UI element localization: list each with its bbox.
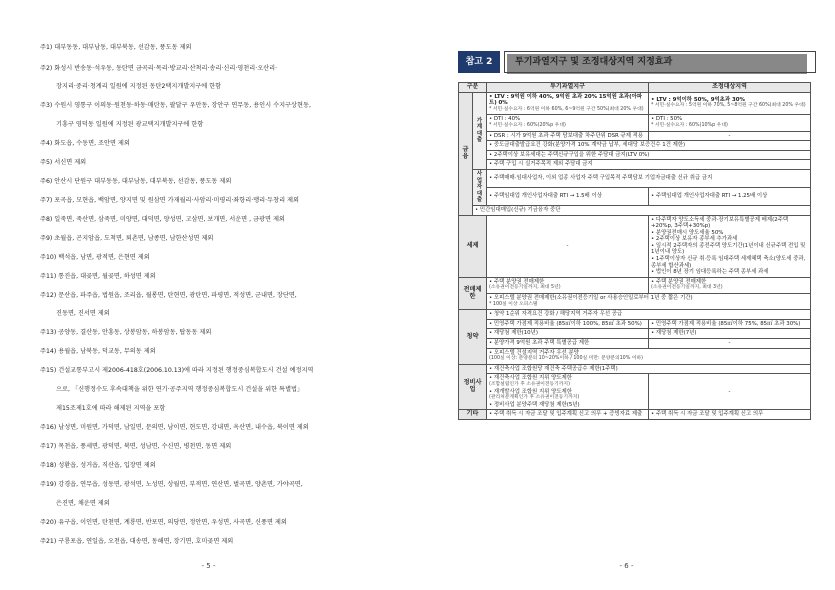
footnote: 장지리·중리·청계리 일원에 지정된 동탄2택지개발지구에 한함 xyxy=(56,83,222,90)
table-cell: • 주택 취득 시 자금 조달 및 입주계획 신고 의무 + 증빙자료 제출 xyxy=(487,410,649,420)
table-row xyxy=(459,348,811,364)
category-tax: 세제 xyxy=(459,215,487,277)
footnote: 주5) 서신면 제외 xyxy=(40,159,87,166)
footnote: 주10) 백석읍, 남면, 광적면, 은현면 제외 xyxy=(40,254,150,261)
table-row xyxy=(459,329,811,339)
category-etc: 기타 xyxy=(459,410,487,420)
table-row xyxy=(459,131,811,141)
table-row xyxy=(459,310,811,320)
section-header xyxy=(458,51,808,73)
footnote: 주11) 통진읍, 대곶면, 월곶면, 하성면 제외 xyxy=(40,273,156,280)
resale-note: (소유권이전등기일까지, 최대 5년) xyxy=(489,285,561,291)
footnote: 주13) 공양동, 결산동, 안흥동, 상봉암동, 하봉암동, 탑동동 제외 xyxy=(40,329,212,336)
table-header-row xyxy=(459,83,811,93)
table-row xyxy=(459,410,811,420)
footnote: 주8) 일죽면, 죽산면, 삼죽면, 미양면, 대덕면, 양성면, 고삼면, 보개면, 서운면 , 금광면 제외 xyxy=(40,216,285,223)
tax-item: • 일시적 2주택자의 종전주택 양도기간(1년이내 신규주택 전입 및 1년이내 양도) xyxy=(651,242,806,256)
table-row xyxy=(459,294,811,310)
footnote: 은진면, 채운면 제외 xyxy=(56,500,110,507)
ltv-text: • LTV : 9억이하 50%, 9억초과 30% xyxy=(651,96,745,103)
table-cell: • 주택 구입 시 실거주목적 제외 주담대 금지 xyxy=(487,160,811,170)
table-cell xyxy=(487,374,649,410)
ltv-note: * 서민·실수요자 : 6억원 이하 60%, 6~9억원 구간 50%(최대 20% 우대) xyxy=(489,106,644,112)
footnote: 주17) 목천읍, 풍세면, 광덕면, 북면, 성남면, 수신면, 병천면, 동면 제외 xyxy=(40,443,232,450)
header-speculation-zone: 투기과열지구 xyxy=(487,83,649,93)
table-cell: • 중도금대출발급요건 강화(분양가격 10% 계약금 납부, 세대당 보증건수 1건 제한) xyxy=(487,141,811,151)
table-cell xyxy=(487,294,811,310)
page-number: - 5 - xyxy=(201,562,216,570)
footnote: 주4) 화도읍, 수동면, 조안면 제외 xyxy=(40,140,130,147)
dti-note: * 서민·실수요자 : 60%(20%p 우대) xyxy=(489,122,566,128)
effects-table xyxy=(458,82,811,420)
reconstruction-text: • 정비사업 분양주택 재당첨 제한(5년) xyxy=(489,401,580,408)
table-cell xyxy=(487,115,649,131)
subscription-note: (100실 이상: 분양분의 10~20%이하 / 100실 미만: 분양분의10% 이하) xyxy=(489,356,643,362)
table-row xyxy=(459,205,811,215)
table-cell: - xyxy=(649,374,811,410)
table-row xyxy=(459,160,811,170)
subcategory-business-loan: 사업자대출 xyxy=(473,169,487,205)
table-cell: • 청약 1순위 자격요건 강화 / 해당지역 거주자 우선 공급 xyxy=(487,310,811,320)
table-cell xyxy=(649,115,811,131)
reconstruction-text: • 재개발사업 조합원 지위 양도제한 xyxy=(489,388,572,395)
table-cell: • 민간임대매입(신규) 기금융자 중단 xyxy=(473,205,811,215)
category-finance: 금융 xyxy=(459,92,473,215)
table-cell: - xyxy=(487,215,649,277)
dti-text: • DTI : 40% xyxy=(489,116,521,123)
left-page xyxy=(0,0,417,590)
page-number: - 6 - xyxy=(619,562,634,570)
category-reconstruction: 정비사업 xyxy=(459,364,487,410)
footnote: 주16) 남성면, 미원면, 가덕면, 남일면, 문의면, 남이면, 현도면, 강내면, 옥산면, 내수읍, 북이면 제외 xyxy=(40,424,309,431)
subscription-text: • 오피스텔 건설지역 거주자 우선 분양 xyxy=(489,349,579,356)
page-title: 투기과열지구 및 조정대상지역 지정효과 xyxy=(504,51,816,73)
footnote: 주12) 문산읍, 파주읍, 법원읍, 조리읍, 월롱면, 탄현면, 광탄면, 파평면, 적성면, 군내면, 장단면, xyxy=(40,292,297,299)
ltv-note: * 서민·실수요자 : 5억원 이하 70%, 5~8억원 구간 60%(최대 20% 우대) xyxy=(651,103,806,109)
ltv-text: • LTV : 9억원 이하 40%, 9억원 초과 20% 15억원 초과(아파트) 0% xyxy=(489,93,642,107)
table-row xyxy=(459,150,811,160)
table-cell xyxy=(487,92,649,115)
footnote: 주9) 초월읍, 곤지암읍, 도척면, 퇴촌면, 남종면, 남한산성면 제외 xyxy=(40,235,214,242)
resale-note: * 100실 이상 오피스텔 xyxy=(489,301,538,307)
table-row xyxy=(459,339,811,349)
table-cell: • 2주택이상 보유세대는 주택신규구입을 위한 주담대 금지(LTV 0%) xyxy=(487,150,811,160)
footnote: 제15조제1호에 따라 해제된 지역을 포함 xyxy=(56,405,166,412)
table-cell: • 민영주택 가점제 적용비율 (85㎡이하 75%, 85㎡ 초과 30%) xyxy=(649,319,811,329)
right-page xyxy=(418,0,835,590)
table-cell: - xyxy=(649,131,811,141)
table-cell: • 재당첨 제한(10년) xyxy=(487,329,649,339)
footnote: 주21) 구룡포읍, 연일읍, 오천읍, 대송면, 동해면, 장기면, 호미곶면 제외 xyxy=(40,538,234,545)
tax-item: • 분양권전매시 양도세율 50% xyxy=(651,229,724,236)
tax-item: • 1주택이상자 신규 취·등록 임대주택 세제혜택 축소(양도세 중과, 종부세 합산과세) xyxy=(651,256,806,269)
table-cell xyxy=(649,277,811,293)
table-row xyxy=(459,141,811,151)
table-cell: • 민영주택 가점제 적용비율 (85㎡이하 100%, 85㎡ 초과 50%) xyxy=(487,319,649,329)
resale-text: • 주택 분양권 전매제한 xyxy=(651,278,707,285)
footnote: 주19) 강경읍, 연무읍, 성동면, 광석면, 노성면, 상월면, 부적면, 연산면, 벌곡면, 양촌면, 가야곡면, xyxy=(40,481,303,488)
table-cell: • 주택임대업 개인사업자대출 RTI → 1.25배 이상 xyxy=(649,187,811,205)
footnote: 주7) 포곡읍, 모현읍, 백암면, 양지면 및 원삼면 가재월리·사암리·미평리·좌항리·맹리·두창리 제외 xyxy=(40,197,299,204)
footnote: 주1) 대부동동, 대부남동, 대부북동, 선감동, 풍도동 제외 xyxy=(40,44,192,51)
table-cell xyxy=(487,348,811,364)
footnote: 진동면, 진서면 제외 xyxy=(56,310,110,317)
dti-text: • DTI : 50% xyxy=(651,116,683,123)
header-adjustment-zone: 조정대상지역 xyxy=(649,83,811,93)
reconstruction-text: • 재건축사업 조합원 지위 양도제한 xyxy=(489,375,572,382)
dti-note: * 서민·실수요자 : 60%(10%p 우대) xyxy=(651,122,728,128)
footnote: 주18) 성환읍, 성거읍, 직산읍, 입장면 제외 xyxy=(40,462,156,469)
table-row xyxy=(459,215,811,277)
footnote: 주14) 용월읍, 남북동, 덕교동, 무의동 제외 xyxy=(40,348,156,355)
footnote: 주15) 건설교통부고시 제2006-418호(2006.10.13)에 따라 지정된 행정중심복합도시 건설 예정지역 xyxy=(40,367,314,374)
table-row xyxy=(459,187,811,205)
table-cell xyxy=(487,277,649,293)
table-row xyxy=(459,277,811,293)
category-resale: 전매제한 xyxy=(459,277,487,309)
reconstruction-note: (조합설립인가 후 소유권이전등기까지) xyxy=(489,381,570,387)
header-category: 구분 xyxy=(459,83,487,93)
resale-note: (소유권이전등기일까지, 최대 3년) xyxy=(651,285,723,291)
footnote: 주2) 화성시 반송동·석우동, 동탄면 금곡리·목리·방교리·산척리·송리·신리·영천리·오산리· xyxy=(40,65,278,72)
reconstruction-note: (관리처분계획인가 후 소유권이전등기까지) xyxy=(489,395,580,401)
footnote: 주6) 안산시 단원구 대부동동, 대부남동, 대부북동, 선감동, 풍도동 제외 xyxy=(40,178,232,185)
resale-text: • 주택 분양권 전매제한 xyxy=(489,278,545,285)
tax-item: • 다주택자 양도소득세 중과·장기보유특별공제 배제(2주택+20%p, 3주택+30%p) xyxy=(651,216,789,230)
table-cell: • 주택매매·임대사업자, 이외 업종 사업자 주택 구입목적 주택담보 기업자금대출 신규 취급 금지 xyxy=(487,169,811,187)
table-row xyxy=(459,374,811,410)
table-cell: - xyxy=(649,339,811,349)
table-cell xyxy=(649,215,811,277)
table-cell xyxy=(649,92,811,115)
category-subscription: 청약 xyxy=(459,310,487,365)
footnote: 주20) 유구읍, 이인면, 탄천면, 계룡면, 반포면, 의당면, 정안면, 우성면, 사곡면, 신풍면 제외 xyxy=(40,519,287,526)
tax-item: • 2주택이상 보유자 종부세 추가과세 xyxy=(651,236,738,243)
section-tag: 참고 2 xyxy=(458,51,500,73)
resale-text: • 오피스텔 분양권 전매제한(소유권이전등기일 or 사용승인일로부터 1년 중 짧은 기간) xyxy=(489,295,693,302)
table-row xyxy=(459,92,811,115)
table-cell: • 재당첨 제한(7년) xyxy=(649,329,811,339)
table-row xyxy=(459,115,811,131)
table-row xyxy=(459,319,811,329)
table-row xyxy=(459,169,811,187)
table-row xyxy=(459,364,811,374)
table-cell: • DSR : 시가 9억원 초과 주택 담보대출 차주단위 DSR 규제 적용 xyxy=(487,131,649,141)
subcategory-household-loan: 가계대출 xyxy=(473,92,487,169)
table-cell: • 재건축사업 조합원당 재건축 주택공급수 제한(1주택) xyxy=(487,364,811,374)
table-cell: • 주택 취득 시 자금 조달 및 입주계획 신고 의무 xyxy=(649,410,811,420)
footnote: 으로, 「신행정수도 후속대책을 위한 연기·공주지역 행정중심복합도시 건설을 위한 특별법」 xyxy=(56,386,304,393)
footnote: 주3) 수원시 영통구 이의동·원천동·하동·매탄동, 팔달구 우만동, 장안구 연무동, 용인시 수지구상현동, xyxy=(40,102,311,109)
table-cell: • 주택임대업 개인사업자대출 RTI → 1.5배 이상 xyxy=(487,187,649,205)
table-cell: • 분양가격 9억원 초과 주택 특별공급 제한 xyxy=(487,339,649,349)
footnote: 기흥구 영덕동 일원에 지정된 광교택지개발지구에 한함 xyxy=(56,121,204,128)
tax-item: • 법인이 8년 장기 임대등록하는 주택 종부세 과세 xyxy=(651,269,769,276)
